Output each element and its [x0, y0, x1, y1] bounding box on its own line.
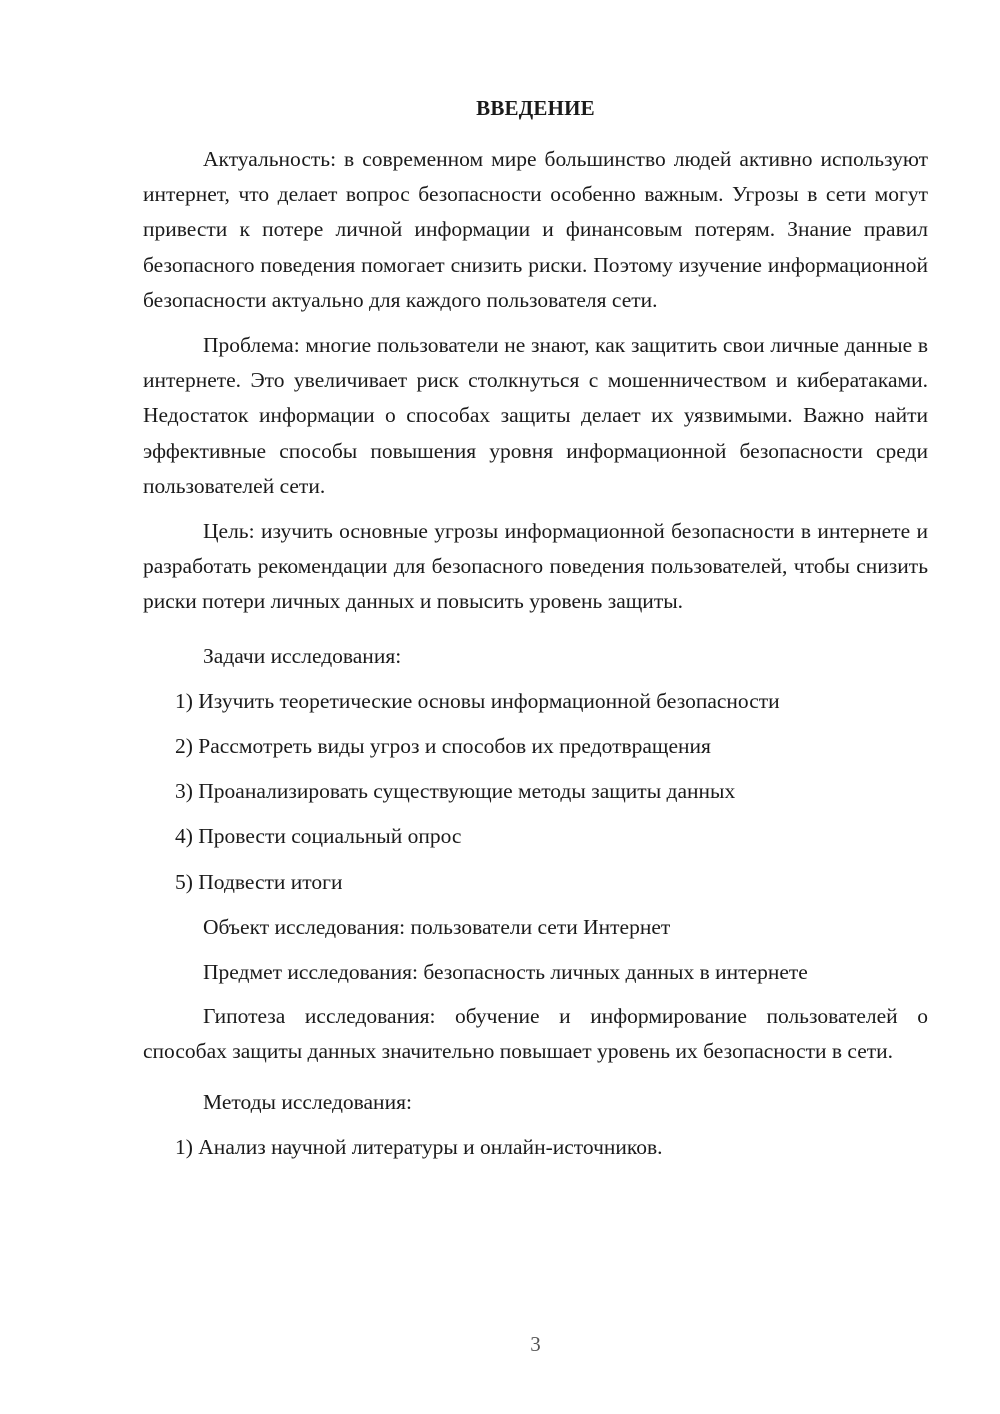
research-subject: Предмет исследования: безопасность личных данных в интернете — [203, 960, 808, 985]
methods-list — [143, 1125, 928, 1170]
methods-heading: Методы исследования: — [203, 1089, 412, 1114]
goal-paragraph: Цель: изучить основные угрозы информационной безопасности в интернете и разработать рекомендации для безопасного поведения пользователей, чтобы снизить риски потери личных данных и повысить уровень защиты. — [143, 519, 928, 614]
relevance-paragraph: Актуальность: в современном мире большинство людей активно используют интернет, что делает вопрос безопасности особенно важным. Угрозы в сети могут привести к потере личной информации и финансовым потерям. Знание правил безопасного поведения помогает снизить риски. Поэтому изучение информационной безопасности актуально для каждого пользователя сети. — [143, 147, 928, 312]
tasks-heading: Задачи исследования: — [203, 643, 402, 668]
task-item: 1) Изучить теоретические основы информационной безопасности — [175, 688, 780, 713]
document-body — [143, 142, 928, 1170]
hypothesis-paragraph: Гипотеза исследования: обучение и информирование пользователей о способах защиты данных значительно повышает уровень их безопасности в сети. — [143, 1004, 928, 1064]
task-item: 3) Проанализировать существующие методы защиты данных — [175, 779, 736, 804]
task-item: 4) Провести социальный опрос — [175, 824, 462, 849]
task-item: 2) Рассмотреть виды угроз и способов их предотвращения — [175, 734, 711, 759]
method-item: 1) Анализ научной литературы и онлайн-источников. — [175, 1134, 663, 1159]
tasks-list — [143, 679, 928, 905]
problem-paragraph: Проблема: многие пользователи не знают, как защитить свои личные данные в интернете. Это увеличивает риск столкнуться с мошенничеством и кибератаками. Недостаток информации о способах защиты делает их уязвимыми. Важно найти эффективные способы повышения уровня информационной безопасности среди пользователей сети. — [143, 333, 928, 498]
task-item: 5) Подвести итоги — [175, 869, 343, 894]
page-number: 3 — [530, 1332, 541, 1356]
document-page — [143, 0, 928, 1414]
page-title: ВВЕДЕНИЕ — [476, 96, 595, 120]
research-object: Объект исследования: пользователи сети Интернет — [203, 914, 671, 939]
